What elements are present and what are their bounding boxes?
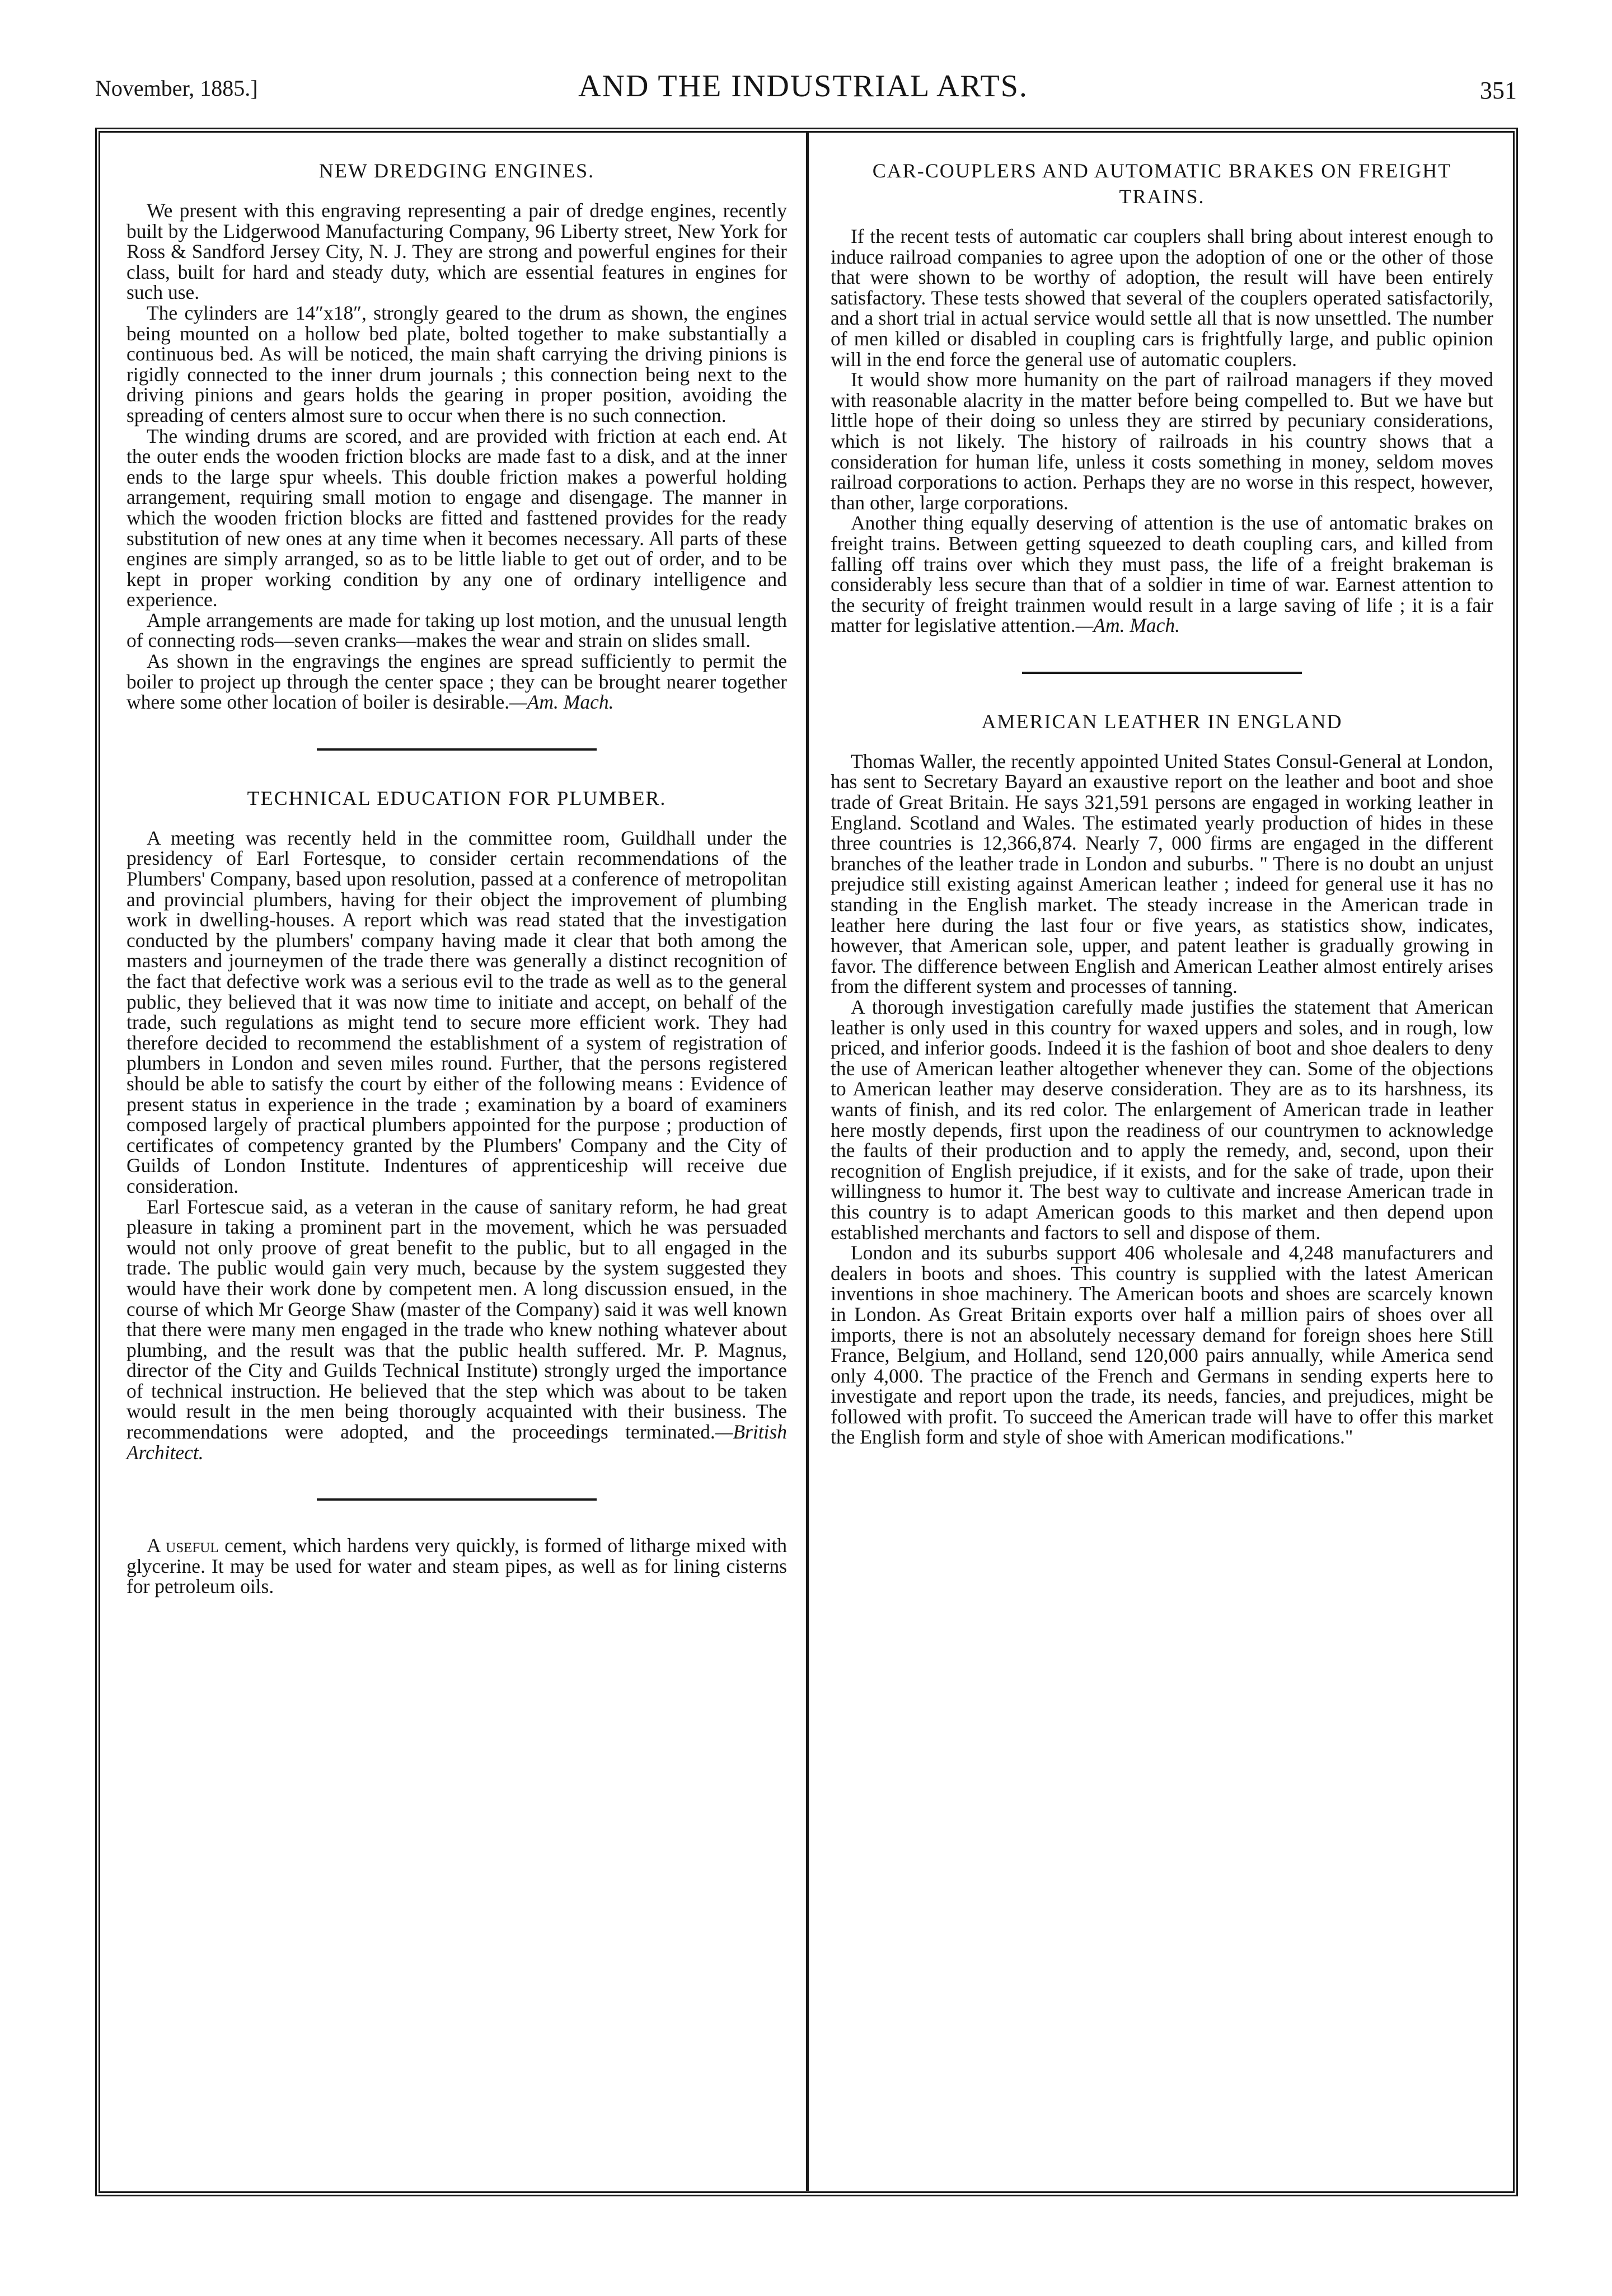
section-separator — [1022, 672, 1302, 674]
article-heading: CAR-COUPLERS AND AUTOMATIC BRAKES ON FREIGHT TRAINS. — [872, 160, 1452, 208]
section-separator — [317, 748, 597, 751]
article-paragraph: A thorough investigation carefully made justifies the statement that American leather is only used in this country for waxed uppers and soles, and in rough, low priced, and inferior goods. Indeed it is the fashion of boot and shoe dealers to deny the use of American leather altogether whenever they can. Some of the objections to American leather may deserve consideration. They are as to its harshness, its wants of finish, and its red color. The enlargement of American trade in leather here mostly depends, first upon the readiness of our countrymen to acknowledge the faults of their production and to apply the remedy, and, second, upon their recognition of English prejudice, if it exists, and for the sake of trade, upon their willingness to humor it. The best way to cultivate and increase American trade in this country is to adapt American goods to this market and then depend upon established merchants and factors to sell and dispose of them. — [831, 996, 1493, 1244]
article-heading: AMERICAN LEATHER IN ENGLAND — [981, 710, 1343, 733]
article-technical-education-plumber — [126, 785, 787, 1463]
article-paragraph: Ample arrangements are made for taking up lost motion, and the unusual length of connecting rods—seven cranks—makes the wear and strain on slides small. — [126, 608, 787, 652]
article-car-couplers — [831, 158, 1493, 636]
lead-words: A useful — [147, 1534, 219, 1557]
article-new-dredging-engines — [126, 158, 787, 713]
article-heading: NEW DREDGING ENGINES. — [318, 160, 595, 182]
paragraph-text: cement, which hardens very quickly, is formed of litharge mixed with glycerine. It may be used for water and steam pipes, as well as for lining cisterns for petroleum oils. — [126, 1534, 787, 1598]
article-paragraph — [126, 1197, 787, 1463]
paragraph-text: Another thing equally deserving of attention is the use of antomatic brakes on freight trains. Between getting squeezed to death coupling cars, and killed from falling off trains over which they must pass, the life of a freight brakeman is considerably less secure than that of a soldier in time of war. Earnest attention to the security of freight trainmen would result in a large saving of life ; it is a fair matter for legislative attention. — [831, 512, 1493, 637]
column-divider — [806, 132, 809, 2191]
source-credit: —Am. Mach. — [1075, 614, 1180, 637]
journal-title: AND THE INDUSTRIAL ARTS. — [578, 69, 1028, 104]
paragraph-text: Earl Fortescue said, as a veteran in the cause of sanitary reform, he had great pleasure in taking a prominent part in the movement, which he was persuaded would not only proove of great benefit to the public, but to all engaged in the trade. The public would gain very much, because by the system suggested they would have their work done by competent men. A long discussion ensued, in the course of which Mr George Shaw (master of the Company) said it was well known that there were many men engaged in the trade who knew nothing whatever about plumbing, and the result was that the public health suffered. Mr. P. Magnus, director of the City and Guilds Technical Institute) strongly urged the importance of technical instruction. He believed that the step which was about to be taken would result in the men being thorougly acquainted with their business. The recommendations were adopted, and the proceedings terminated. — [126, 1195, 787, 1444]
article-paragraph: The cylinders are 14″x18″, strongly geared to the drum as shown, the engines being mounted on a hollow bed plate, bolted together to make substantially a continuous bed. As will be noticed, the main shaft carrying the driving pinions is rigidly connected to the inner drum journals ; this connection being next to the driving pinions and gears holds the gearing in proper position, avoiding the spreading of centers almost sure to occur when there is no such connection. — [126, 301, 787, 427]
page-number: 351 — [1480, 77, 1517, 104]
article-paragraph: We present with this engraving representing a pair of dredge engines, recently built by the Lidgerwood Manufacturing Company, 96 Liberty street, New York for Ross & Sandford Jersey City, N. J. They are strong and powerful engines for their class, built for hard and steady duty, which are essential features in engines for such use. — [126, 199, 787, 304]
article-heading: TECHNICAL EDUCATION FOR PLUMBER. — [247, 786, 667, 809]
article-paragraph — [126, 1535, 787, 1597]
right-column — [831, 158, 1493, 1447]
article-american-leather — [831, 709, 1493, 1447]
source-credit: —British Architect. — [126, 1421, 787, 1464]
article-paragraph — [126, 651, 787, 713]
article-paragraph: It would show more humanity on the part of railroad managers if they moved with reasonable alacrity in the matter before being compelled to. But we have but little hope of their doing so unless they are stirred by pecuniary considerations, which is not likely. The history of railroads in his country shows that a consideration for human life, unless it costs something in money, seldom moves railroad corporations to action. Perhaps they are no worse in this respect, however, than other, large corporations. — [831, 368, 1493, 514]
article-paragraph: A meeting was recently held in the committee room, Guildhall under the presidency of Earl Fortesque, to consider certain recommendations of the Plumbers' Company, based upon resolution, passed at a conference of metropolitan and provincial plumbers, having for their object the improvement of plumbing work in dwelling-houses. A report which was read stated that the investigation conducted by the plumbers' company having made it clear that both among the masters and journeymen of the trade there was generally a distinct recognition of the fact that defective work was a serious evil to the trade as well as to the general public, they believed that it was now time to initiate and accept, on behalf of the trade, such regulations as might tend to secure more efficient work. They had therefore decided to recommend the establishment of a system of registration of plumbers in London and seven miles round. Further, that the persons registered should be able to satisfy the court by either of the following means : Evidence of present status in experience in the trade ; examination by a board of examiners composed largely of practical plumbers appointed for the purpose ; production of certificates of competency granted by the Plumbers' Company and the City of Guilds of London Institute. Indentures of apprenticeship will receive due consideration. — [126, 826, 787, 1197]
left-column — [126, 158, 787, 1597]
running-header — [90, 68, 1517, 113]
article-paragraph — [831, 513, 1493, 636]
article-paragraph: London and its suburbs support 406 wholesale and 4,248 manufacturers and dealers in boots and shoes. This country is supplied with the latest American inventions in shoe machinery. The American boots and shoes are scarcely known in London. As Great Britain exports over half a million pairs of shoes over all imports, there is not an absolutely necessary demand for foreign shoes here Still France, Belgium, and Holland, send 120,000 pairs annually, while America send only 4,000. The practice of the French and Germans in sending experts here to investigate and report upon the trade, its needs, fancies, and prejudices, might be followed with profit. To succeed the American trade will have to offer this market the English form and style of shoe with American modifications." — [831, 1241, 1493, 1449]
article-paragraph: The winding drums are scored, and are provided with friction at each end. At the outer ends the wooden friction blocks are made fast to a disk, and at the inner ends to the large spur wheels. This double friction makes a powerful holding arrangement, requiring small motion to engage and disengage. The manner in which the wooden friction blocks are fitted and fasttened provides for the ready substitution of new ones at any time when it becomes necessary. All parts of these engines are simply arranged, so as to be little liable to get out of order, and to be kept in proper working condition by any one of ordinary intelligence and experience. — [126, 424, 787, 611]
article-paragraph: If the recent tests of automatic car couplers shall bring about interest enough to induce railroad companies to agree upon the adoption of one or the other of those that were shown to be worthy of adoption, the result will have been entirely satisfactory. These tests showed that several of the couplers operated satisfactorily, and a short trial in actual service would settle all that is now unsettled. The number of men killed or disabled in coupling cars is frightfully large, and public opinion will in the end force the general use of automatic couplers. — [831, 225, 1493, 371]
section-separator — [317, 1498, 597, 1501]
issue-date: November, 1885.] — [95, 76, 258, 101]
note-useful-cement — [126, 1535, 787, 1597]
article-paragraph: Thomas Waller, the recently appointed United States Consul-General at London, has sent to Secretary Bayard an exaustive report on the leather and boot and shoe trade of Great Britain. He says 321,591 persons are engaged in working leather in England. Scotland and Wales. The estimated yearly production of hides in these three countries is 12,366,874. Nearly 7, 000 firms are engaged in the different branches of the leather trade in London and suburbs. " There is no doubt an unjust prejudice still existing against American leather ; indeed for general use it has no standing in the English market. The steady increase in the American trade in leather here during the last four or five years, as statistics show, indicates, however, that American sole, upper, and patent leather is gradually growing in favor. The difference between English and American Leather almost entirely arises from the different system and processes of tanning. — [831, 749, 1493, 998]
paragraph-text: As shown in the engravings the engines are spread sufficiently to permit the boiler to project up through the center space ; they can be brought nearer together where some other location of boiler is desirable. — [126, 650, 787, 714]
source-credit: —Am. Mach. — [509, 691, 614, 714]
